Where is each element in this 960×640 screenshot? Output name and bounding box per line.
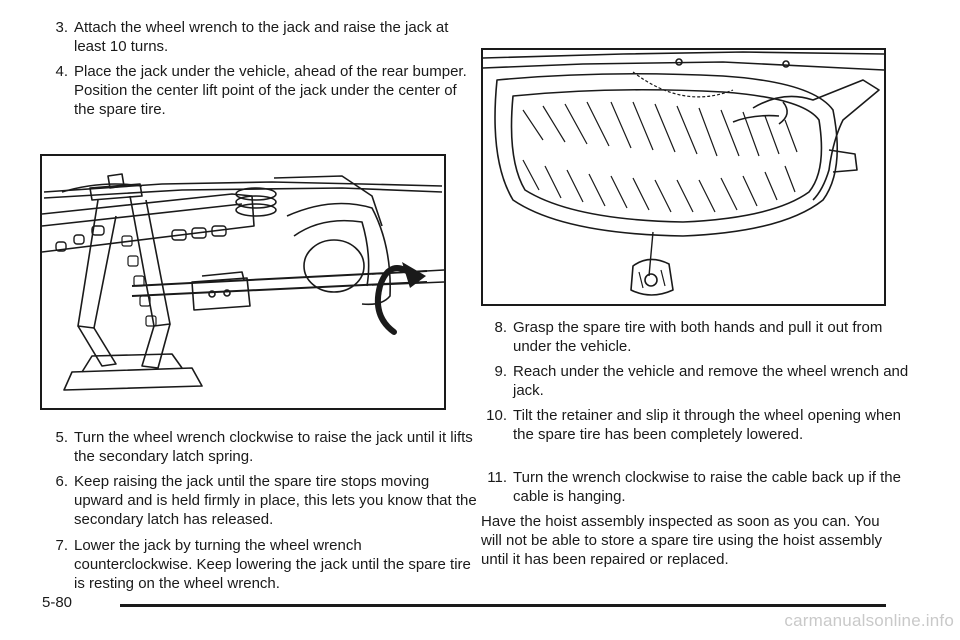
step-number: 5. <box>55 429 68 446</box>
step-text: Turn the wheel wrench clockwise to raise the jack until it lifts the secondary latch spring. <box>74 429 473 465</box>
watermark: carmanualsonline.info <box>784 611 954 630</box>
step-6 <box>42 472 478 529</box>
step-number: 4. <box>55 63 68 80</box>
step-text: Place the jack under the vehicle, ahead of the rear bumper. Position the center lift point of the jack under the center of the spare tire. <box>74 63 467 118</box>
jack-illustration-svg <box>42 156 444 408</box>
tire-illustration-svg <box>483 50 884 304</box>
step-8 <box>481 318 918 356</box>
jack-under-vehicle-illustration <box>40 154 446 410</box>
step-number: 11. <box>487 469 507 486</box>
spare-tire-lowered-illustration <box>481 48 886 306</box>
step-5 <box>42 428 478 466</box>
step-text: Reach under the vehicle and remove the wheel wrench and jack. <box>513 363 909 399</box>
step-text: Turn the wrench clockwise to raise the cable back up if the cable is hanging. <box>513 469 901 505</box>
step-text: Tilt the retainer and slip it through the wheel opening when the spare tire has been completely lowered. <box>513 407 902 443</box>
step-11 <box>481 468 918 506</box>
step-number: 10. <box>486 407 507 424</box>
step-number: 7. <box>55 537 68 554</box>
step-number: 3. <box>55 19 68 36</box>
step-text: Attach the wheel wrench to the jack and raise the jack at least 10 turns. <box>74 19 449 55</box>
step-number: 6. <box>55 473 68 490</box>
footer-rule <box>120 604 886 607</box>
step-9 <box>481 362 918 400</box>
closing-paragraph: Have the hoist assembly inspected as soon as you can. You will not be able to store a spare tire using the hoist assembly until it has been repaired or replaced. <box>481 513 883 568</box>
step-10 <box>481 406 918 444</box>
step-number: 9. <box>494 363 507 380</box>
step-number: 8. <box>494 319 507 336</box>
step-text: Lower the jack by turning the wheel wrench counterclockwise. Keep lowering the jack until the spare tire is resting on the wheel wrench. <box>74 537 471 592</box>
step-text: Grasp the spare tire with both hands and pull it out from under the vehicle. <box>513 319 883 355</box>
step-3 <box>42 18 478 56</box>
step-text: Keep raising the jack until the spare tire stops moving upward and is held firmly in place, this lets you know that the secondary latch has released. <box>74 473 477 528</box>
step-4 <box>42 62 478 119</box>
step-7 <box>42 536 478 593</box>
page-number: 5-80 <box>42 594 73 611</box>
